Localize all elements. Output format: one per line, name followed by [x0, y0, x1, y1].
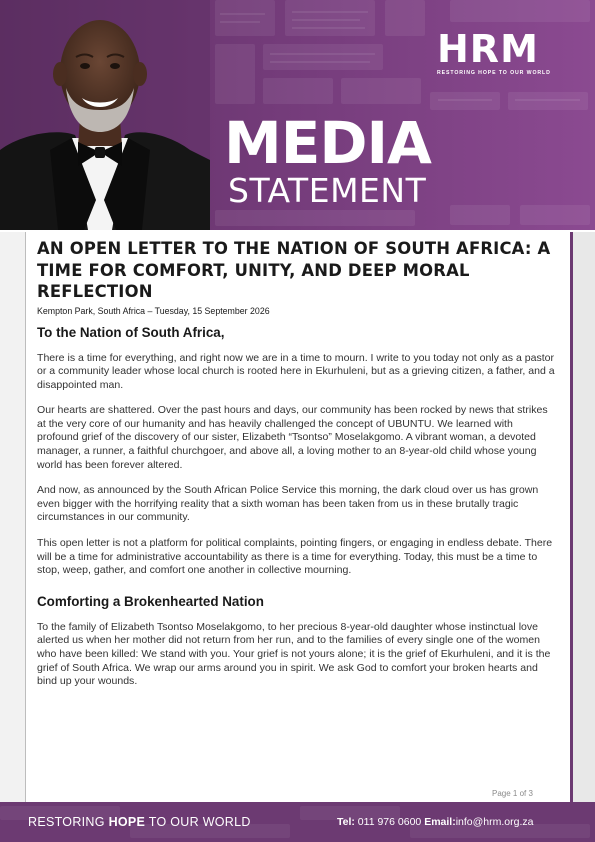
footer-tagline-post: TO OUR WORLD — [145, 815, 251, 829]
tel-label: Tel: — [337, 816, 355, 828]
page-number: Page 1 of 3 — [492, 789, 533, 798]
dateline: Kempton Park, South Africa – Tuesday, 15 September 2026 — [37, 305, 270, 316]
logo-tagline: RESTORING HOPE TO OUR WORLD — [437, 70, 551, 76]
right-margin — [573, 232, 595, 802]
section-paragraph: To the family of Elizabeth Tsontso Moselakgomo, to her precious 8-year-old daughter whose instinctual love alerted us when her mother did not return from her run, and to the families of every single one of the women who have been killed: We stand with you. Your grief is not yours alone; it is the grief of Ekurhuleni, and it is the grief of South Africa. We wrap our arms around you in spirit. We ask God to comfort your broken hearts and bind up your wounds. — [37, 620, 551, 688]
footer-bar — [0, 802, 595, 842]
pastor-portrait — [0, 0, 210, 230]
statement-subtitle: STATEMENT — [228, 171, 427, 210]
tel-value: 011 976 0600 — [354, 816, 425, 828]
section-heading: Comforting a Brokenhearted Nation — [37, 593, 264, 609]
footer-tagline — [28, 815, 251, 829]
media-title: MEDIA — [224, 109, 431, 177]
paragraph-3: And now, as announced by the South African Police Service this morning, the dark cloud over us has grown even bigger with the horrifying reality that a sixth woman has been taken from us in these brutally tragic circumstances in our community. — [37, 484, 539, 524]
left-margin — [0, 232, 25, 802]
hrm-logo — [437, 27, 562, 80]
email-label: Email: — [424, 816, 456, 828]
footer-tagline-bold: HOPE — [108, 815, 146, 829]
letter-text — [37, 238, 557, 689]
paragraph-4: This open letter is not a platform for political complaints, pointing fingers, or engaging in endless debate. There will be a time for administrative accountability as there is a time for everything. Today, this must be a time to stop, weep, gather, and comfort one another in collective mourning. — [37, 537, 553, 577]
letter-body — [25, 232, 570, 802]
logo-mark: HRM — [437, 27, 539, 71]
paragraph-1: There is a time for everything, and right now we are in a time to mourn. I write to you today not only as a pastor or a community leader whose local church is rooted here in Ekurhuleni, but as a grieving citizen, a father, and a disappointed man. — [37, 351, 555, 391]
letter-title: AN OPEN LETTER TO THE NATION OF SOUTH AFRICA: A TIME FOR COMFORT, UNITY, AND DEEP MORAL REFLECTION — [37, 239, 551, 301]
paragraph-2: Our hearts are shattered. Over the past hours and days, our community has been rocked by news that strikes at the very core of our humanity and has heavily challenged the concept of UBUNTU. We learned with profound grief of the discovery of our sister, Elizabeth “Tsontso” Moselakgomo. A vibrant woman, a devoted manager, a runner, a faithful churchgoer, and above all, a loving mother to an 8-year-old child whose young world has been forever altered. — [37, 404, 548, 471]
footer-tagline-pre: RESTORING — [28, 815, 109, 829]
header-banner — [0, 0, 595, 230]
salutation: To the Nation of South Africa, — [37, 324, 225, 340]
email-value[interactable]: info@hrm.org.za — [455, 816, 534, 828]
footer-contact — [337, 816, 533, 828]
